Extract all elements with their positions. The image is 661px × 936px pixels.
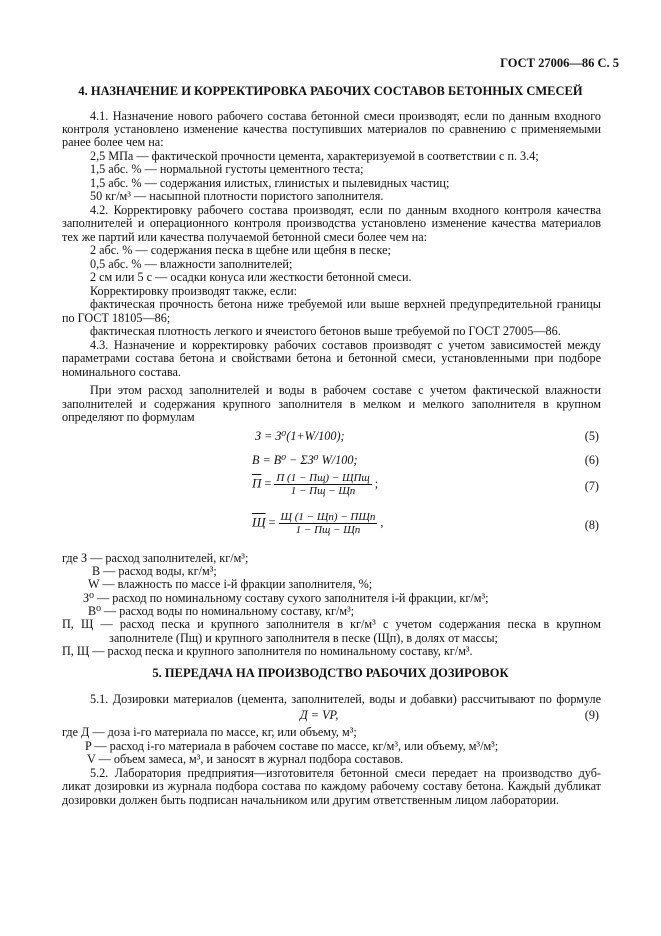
where-line-3: W — влажность по массе i-й фракции заполнителя, %; (88, 577, 373, 591)
where-line-6a: П, Щ — расход песка и крупного заполнителя в кг/м³ с учетом содержания песка в крупном (62, 617, 601, 631)
formula-6: В = В⁰ − ΣЗ⁰ W/100; (252, 453, 358, 467)
p5-where-line-3: V — объем замеса, м³, и заносят в журнал подбора составов. (87, 752, 404, 766)
p4-2-line-1: 4.2. Корректировку рабочего состава производят, если по данным входного контроля качества (90, 203, 601, 217)
p4-2-line-2: заполнителей и операционного контроля производства установлено изменение качества материалов (62, 216, 601, 230)
page-header: ГОСТ 27006—86 С. 5 (500, 56, 619, 70)
p4-3-line-2: параметрами состава бетона и свойствами бетона и бетонной смеси, установленными при подборе (62, 351, 601, 365)
formula-9: Д = VP, (300, 708, 339, 722)
p5-2-line-1: 5.2. Лаборатория предприятия—изготовителя бетонной смеси передает на производство дуб- (90, 766, 601, 780)
formula-8-denominator: 1 − Пщ − Щп (295, 524, 361, 536)
p4-1-item-4: 50 кг/м³ — насыпной плотности пористого заполнителя. (90, 189, 384, 203)
p4-4-line-3: определяют по формулам (62, 410, 195, 424)
p5-1-line-1: 5.1. Дозировки материалов (цемента, заполнителей, воды и добавки) рассчитывают по формуле (90, 692, 601, 706)
formula-8-numerator: Щ (1 − Щп) − ПЩп (280, 511, 376, 523)
formula-7-number: (7) (584, 479, 599, 493)
p4-4-line-2: заполнителей и содержания крупного заполнителя в мелком и мелкого заполнителя в крупном (62, 397, 601, 411)
p4-3-line-3: номинального состава. (62, 365, 181, 379)
section-4-title: 4. НАЗНАЧЕНИЕ И КОРРЕКТИРОВКА РАБОЧИХ СОСТАВОВ БЕТОННЫХ СМЕСЕЙ (78, 84, 583, 98)
p4-1-line-1: 4.1. Назначение нового рабочего состава бетонной смеси производят, если по данным входного (90, 109, 601, 123)
formula-7: П = $\frac{\text{П (1 − Пщ) − ЩПщ}}{1 - Пщ - Щп}$ ; (252, 472, 379, 497)
formula-6-number: (6) (584, 453, 599, 467)
p4-2-item-6: фактическая плотность легкого и ячеистого бетонов выше требуемой по ГОСТ 27005—86. (90, 324, 561, 338)
formula-5-number: (5) (584, 429, 599, 443)
p4-1-item-1: 2,5 МПа — фактической прочности цемента, характеризуемой в соответствии с п. 3.4; (90, 149, 539, 163)
p4-1-line-3: ранее более чем на: (62, 135, 164, 149)
formula-5: З = З⁰(1+W/100); (255, 429, 345, 443)
p4-1-item-2: 1,5 абс. % — нормальной густоты цементного теста; (90, 162, 364, 176)
where-line-1: где З — расход заполнителей, кг/м³; (62, 551, 249, 565)
where-line-2: В — расход воды, кг/м³; (92, 564, 217, 578)
p5-where-line-2: P — расход i-го материала в рабочем составе по массе, кг/м³, или объему, м³/м³; (85, 739, 499, 753)
where-line-6b: заполнителе (Пщ) и крупного заполнителя в песке (Щп), в долях от массы; (109, 631, 498, 645)
formula-7-numerator: П (1 − Пщ) − ЩПщ (276, 472, 370, 484)
p4-2-item-5b: по ГОСТ 18105—86; (62, 311, 171, 325)
p4-2-line-3: тех же партий или качества получаемой бетонной смеси более чем на: (62, 230, 428, 244)
p4-2-item-1: 2 абс. % — содержания песка в щебне или щебня в песке; (90, 243, 391, 257)
p4-2-item-3: 2 см или 5 с — осадки конуса или жесткости бетонной смеси. (90, 270, 412, 284)
formula-9-number: (9) (584, 708, 599, 722)
p4-1-item-3: 1,5 абс. % — содержания илистых, глинистых и пылевидных частиц; (90, 176, 450, 190)
p4-2-item-2: 0,5 абс. % — влажности заполнителей; (90, 257, 293, 271)
p5-where-line-1: где Д — доза i-го материала по массе, кг, или объему, м³; (62, 725, 357, 739)
formula-8: Щ = $\frac{\text{Щ (1 − Щп) − ПЩп}}{1 - Пщ - Щп}$ , (252, 511, 384, 536)
p4-2-item-4: Корректировку производят также, если: (90, 284, 297, 298)
p5-2-line-2: ликат дозировки из журнала подбора состава по каждому рабочему составу бетона. Каждый дубликат (62, 779, 601, 793)
formula-7-denominator: 1 − Пщ − Щп (290, 485, 356, 497)
section-5-title: 5. ПЕРЕДАЧА НА ПРОИЗВОДСТВО РАБОЧИХ ДОЗИРОВОК (152, 666, 509, 680)
where-line-4: З⁰ — расход по номинальному составу сухого заполнителя i-й фракции, кг/м³; (83, 591, 489, 605)
where-line-7: П, Щ — расход песка и крупного заполнителя по номинальному составу, кг/м³. (62, 644, 473, 658)
p5-2-line-3: дозировки должен быть подписан начальником или другим ответственным лицом лаборатории. (62, 793, 560, 807)
p4-4-line-1: При этом расход заполнителей и воды в рабочем составе с учетом фактической влажности (90, 383, 601, 397)
p4-2-item-5a: фактическая прочность бетона ниже требуемой или выше верхней предупредительной границы (90, 297, 601, 311)
p4-3-line-1: 4.3. Назначение и корректировку рабочих составов производят с учетом зависимостей между (90, 338, 601, 352)
p4-1-line-2: контроля установлено изменение качества поступивших материалов по сравнению с применяемыми (62, 122, 601, 136)
where-line-5: В⁰ — расход воды по номинальному составу, кг/м³; (88, 604, 355, 618)
formula-8-number: (8) (584, 518, 599, 532)
